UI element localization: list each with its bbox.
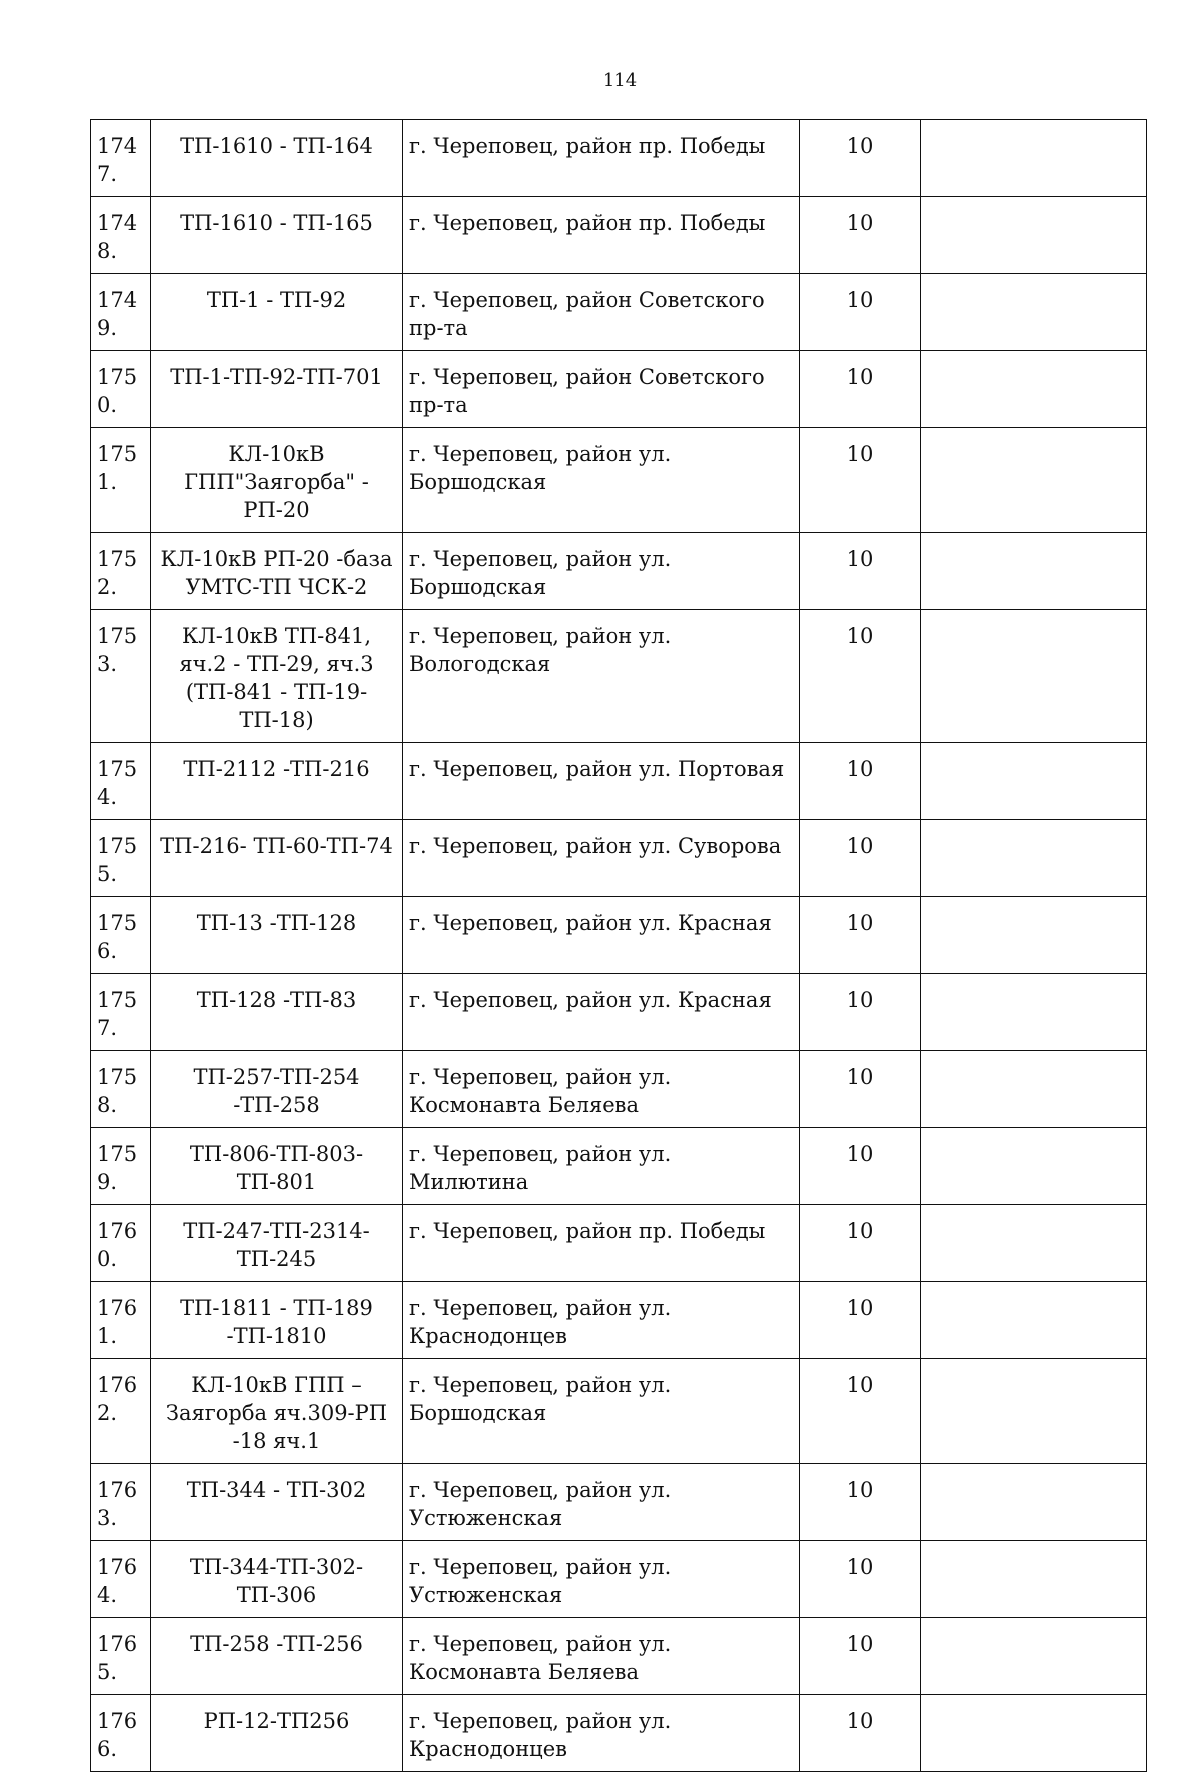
voltage-cell: 10 <box>800 1464 921 1541</box>
location-cell: г. Череповец, район ул. Краснодонцев <box>403 1695 800 1772</box>
location-cell: г. Череповец, район пр. Победы <box>403 120 800 197</box>
line-name-cell: ТП-344-ТП-302-ТП-306 <box>151 1541 403 1618</box>
table-row <box>91 1618 1147 1695</box>
note-cell <box>921 897 1147 974</box>
table-row <box>91 1205 1147 1282</box>
line-name-cell: ТП-128 -ТП-83 <box>151 974 403 1051</box>
note-cell <box>921 351 1147 428</box>
note-cell <box>921 1205 1147 1282</box>
note-cell <box>921 1282 1147 1359</box>
location-cell: г. Череповец, район ул. Суворова <box>403 820 800 897</box>
row-number-cell: 1762. <box>91 1359 151 1464</box>
line-name-cell: ТП-13 -ТП-128 <box>151 897 403 974</box>
row-number-cell: 1752. <box>91 533 151 610</box>
row-number-cell: 1747. <box>91 120 151 197</box>
line-name-cell: ТП-1610 - ТП-164 <box>151 120 403 197</box>
table-row <box>91 743 1147 820</box>
line-name-cell: ТП-258 -ТП-256 <box>151 1618 403 1695</box>
location-cell: г. Череповец, район ул. Космонавта Беляева <box>403 1051 800 1128</box>
row-number-cell: 1758. <box>91 1051 151 1128</box>
cable-lines-table <box>90 119 1147 1772</box>
row-number-cell: 1754. <box>91 743 151 820</box>
location-cell: г. Череповец, район ул. Устюженская <box>403 1464 800 1541</box>
location-cell: г. Череповец, район ул. Краснодонцев <box>403 1282 800 1359</box>
row-number-cell: 1750. <box>91 351 151 428</box>
location-cell: г. Череповец, район Советского пр-та <box>403 274 800 351</box>
line-name-cell: КЛ-10кВ ТП-841, яч.2 - ТП-29, яч.3 (ТП-841 - ТП-19-ТП-18) <box>151 610 403 743</box>
line-name-cell: ТП-1-ТП-92-ТП-701 <box>151 351 403 428</box>
note-cell <box>921 1695 1147 1772</box>
line-name-cell: КЛ-10кВ ГПП – Заягорба яч.309-РП -18 яч.1 <box>151 1359 403 1464</box>
location-cell: г. Череповец, район ул. Портовая <box>403 743 800 820</box>
line-name-cell: ТП-1610 - ТП-165 <box>151 197 403 274</box>
location-cell: г. Череповец, район ул. Космонавта Беляева <box>403 1618 800 1695</box>
note-cell <box>921 120 1147 197</box>
voltage-cell: 10 <box>800 1618 921 1695</box>
note-cell <box>921 1128 1147 1205</box>
location-cell: г. Череповец, район пр. Победы <box>403 1205 800 1282</box>
line-name-cell: КЛ-10кВ ГПП"Заягорба" - РП-20 <box>151 428 403 533</box>
location-cell: г. Череповец, район ул. Боршодская <box>403 533 800 610</box>
voltage-cell: 10 <box>800 610 921 743</box>
table-row <box>91 974 1147 1051</box>
location-cell: г. Череповец, район ул. Красная <box>403 897 800 974</box>
voltage-cell: 10 <box>800 1282 921 1359</box>
row-number-cell: 1763. <box>91 1464 151 1541</box>
location-cell: г. Череповец, район ул. Боршодская <box>403 428 800 533</box>
table-row <box>91 820 1147 897</box>
line-name-cell: ТП-2112 -ТП-216 <box>151 743 403 820</box>
row-number-cell: 1753. <box>91 610 151 743</box>
voltage-cell: 10 <box>800 197 921 274</box>
line-name-cell: КЛ-10кВ РП-20 -база УМТС-ТП ЧСК-2 <box>151 533 403 610</box>
row-number-cell: 1759. <box>91 1128 151 1205</box>
voltage-cell: 10 <box>800 533 921 610</box>
voltage-cell: 10 <box>800 974 921 1051</box>
table-row <box>91 1128 1147 1205</box>
line-name-cell: ТП-247-ТП-2314-ТП-245 <box>151 1205 403 1282</box>
note-cell <box>921 533 1147 610</box>
location-cell: г. Череповец, район ул. Красная <box>403 974 800 1051</box>
table-row <box>91 1051 1147 1128</box>
note-cell <box>921 1359 1147 1464</box>
location-cell: г. Череповец, район ул. Вологодская <box>403 610 800 743</box>
table-row <box>91 428 1147 533</box>
table-row <box>91 197 1147 274</box>
line-name-cell: РП-12-ТП256 <box>151 1695 403 1772</box>
table-row <box>91 1464 1147 1541</box>
row-number-cell: 1749. <box>91 274 151 351</box>
note-cell <box>921 197 1147 274</box>
note-cell <box>921 1051 1147 1128</box>
page-number: 114 <box>602 70 638 91</box>
table-row <box>91 274 1147 351</box>
row-number-cell: 1756. <box>91 897 151 974</box>
line-name-cell: ТП-1811 - ТП-189 -ТП-1810 <box>151 1282 403 1359</box>
note-cell <box>921 428 1147 533</box>
voltage-cell: 10 <box>800 274 921 351</box>
voltage-cell: 10 <box>800 1051 921 1128</box>
note-cell <box>921 1618 1147 1695</box>
voltage-cell: 10 <box>800 1128 921 1205</box>
table-row <box>91 1359 1147 1464</box>
voltage-cell: 10 <box>800 1205 921 1282</box>
table-row <box>91 1282 1147 1359</box>
note-cell <box>921 274 1147 351</box>
voltage-cell: 10 <box>800 120 921 197</box>
note-cell <box>921 1541 1147 1618</box>
row-number-cell: 1765. <box>91 1618 151 1695</box>
row-number-cell: 1761. <box>91 1282 151 1359</box>
table-row <box>91 1541 1147 1618</box>
voltage-cell: 10 <box>800 897 921 974</box>
note-cell <box>921 743 1147 820</box>
row-number-cell: 1764. <box>91 1541 151 1618</box>
voltage-cell: 10 <box>800 351 921 428</box>
voltage-cell: 10 <box>800 1695 921 1772</box>
table-row <box>91 351 1147 428</box>
line-name-cell: ТП-257-ТП-254 -ТП-258 <box>151 1051 403 1128</box>
location-cell: г. Череповец, район ул. Устюженская <box>403 1541 800 1618</box>
table-row <box>91 897 1147 974</box>
note-cell <box>921 1464 1147 1541</box>
line-name-cell: ТП-344 - ТП-302 <box>151 1464 403 1541</box>
location-cell: г. Череповец, район ул. Боршодская <box>403 1359 800 1464</box>
voltage-cell: 10 <box>800 743 921 820</box>
location-cell: г. Череповец, район Советского пр-та <box>403 351 800 428</box>
line-name-cell: ТП-1 - ТП-92 <box>151 274 403 351</box>
row-number-cell: 1757. <box>91 974 151 1051</box>
voltage-cell: 10 <box>800 1541 921 1618</box>
row-number-cell: 1760. <box>91 1205 151 1282</box>
voltage-cell: 10 <box>800 428 921 533</box>
voltage-cell: 10 <box>800 820 921 897</box>
table-body <box>91 120 1147 1772</box>
table-row <box>91 533 1147 610</box>
row-number-cell: 1751. <box>91 428 151 533</box>
voltage-cell: 10 <box>800 1359 921 1464</box>
table-row <box>91 1695 1147 1772</box>
note-cell <box>921 820 1147 897</box>
note-cell <box>921 610 1147 743</box>
table-row <box>91 610 1147 743</box>
line-name-cell: ТП-806-ТП-803-ТП-801 <box>151 1128 403 1205</box>
row-number-cell: 1748. <box>91 197 151 274</box>
location-cell: г. Череповец, район пр. Победы <box>403 197 800 274</box>
table-row <box>91 120 1147 197</box>
row-number-cell: 1766. <box>91 1695 151 1772</box>
note-cell <box>921 974 1147 1051</box>
location-cell: г. Череповец, район ул. Милютина <box>403 1128 800 1205</box>
row-number-cell: 1755. <box>91 820 151 897</box>
line-name-cell: ТП-216- ТП-60-ТП-74 <box>151 820 403 897</box>
